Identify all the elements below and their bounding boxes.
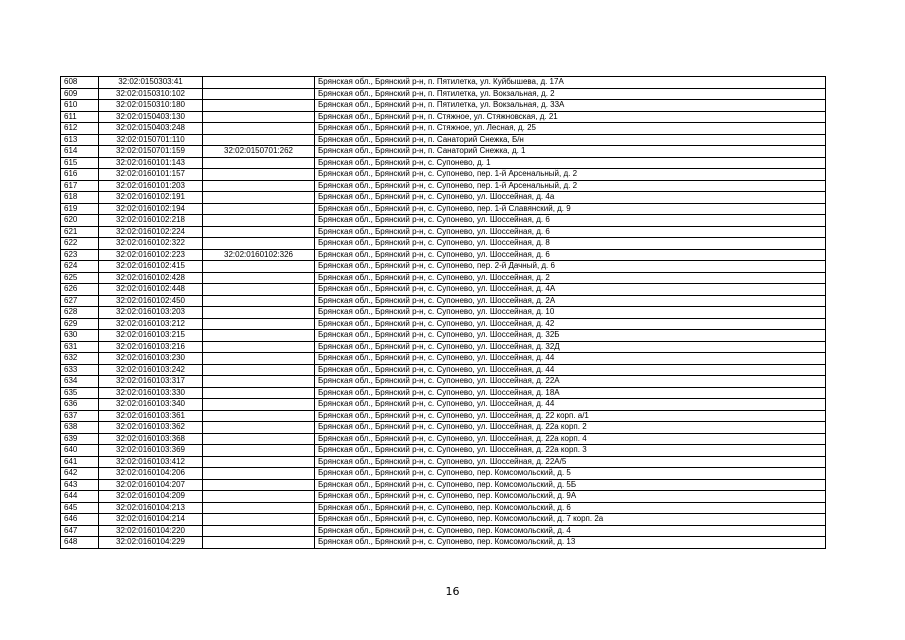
cadastral-number-cell: 32:02:0160103:212 (99, 318, 203, 330)
row-number-cell: 643 (61, 479, 99, 491)
table-row (61, 445, 826, 457)
row-number-cell: 625 (61, 272, 99, 284)
table-row (61, 284, 826, 296)
table-row (61, 537, 826, 549)
table-row (61, 433, 826, 445)
row-number-cell: 634 (61, 376, 99, 388)
row-number-cell: 629 (61, 318, 99, 330)
cadastral-number-cell: 32:02:0160103:340 (99, 399, 203, 411)
related-cadastral-number-cell (203, 468, 315, 480)
cadastral-number-cell: 32:02:0150403:248 (99, 123, 203, 135)
address-cell: Брянская обл., Брянский р-н, с. Супонево, ул. Шоссейная, д. 22А/5 (315, 456, 826, 468)
table-row (61, 295, 826, 307)
cadastral-number-cell: 32:02:0150310:102 (99, 88, 203, 100)
related-cadastral-number-cell (203, 318, 315, 330)
address-cell: Брянская обл., Брянский р-н, с. Супонево, ул. Шоссейная, д. 32Д (315, 341, 826, 353)
row-number-cell: 647 (61, 525, 99, 537)
table-row (61, 192, 826, 204)
address-cell: Брянская обл., Брянский р-н, с. Супонево, ул. Шоссейная, д. 22а корп. 3 (315, 445, 826, 457)
related-cadastral-number-cell (203, 100, 315, 112)
related-cadastral-number-cell (203, 514, 315, 526)
related-cadastral-number-cell (203, 215, 315, 227)
related-cadastral-number-cell (203, 445, 315, 457)
address-cell: Брянская обл., Брянский р-н, с. Супонево, ул. Шоссейная, д. 42 (315, 318, 826, 330)
cadastral-number-cell: 32:02:0160102:224 (99, 226, 203, 238)
related-cadastral-number-cell (203, 180, 315, 192)
table-row (61, 456, 826, 468)
address-cell: Брянская обл., Брянский р-н, с. Супонево, ул. Шоссейная, д. 44 (315, 399, 826, 411)
table-row (61, 514, 826, 526)
related-cadastral-number-cell (203, 169, 315, 181)
address-cell: Брянская обл., Брянский р-н, с. Супонево, ул. Шоссейная, д. 6 (315, 215, 826, 227)
row-number-cell: 612 (61, 123, 99, 135)
cadastral-number-cell: 32:02:0160102:448 (99, 284, 203, 296)
row-number-cell: 619 (61, 203, 99, 215)
related-cadastral-number-cell: 32:02:0160102:326 (203, 249, 315, 261)
related-cadastral-number-cell (203, 134, 315, 146)
table-row (61, 77, 826, 89)
related-cadastral-number-cell (203, 387, 315, 399)
related-cadastral-number-cell (203, 307, 315, 319)
related-cadastral-number-cell (203, 157, 315, 169)
cadastral-number-cell: 32:02:0160101:203 (99, 180, 203, 192)
address-cell: Брянская обл., Брянский р-н, п. Стяжное, ул. Стяжновская, д. 21 (315, 111, 826, 123)
related-cadastral-number-cell (203, 376, 315, 388)
address-cell: Брянская обл., Брянский р-н, с. Супонево, ул. Шоссейная, д. 2А (315, 295, 826, 307)
cadastral-number-cell: 32:02:0160103:203 (99, 307, 203, 319)
cadastral-number-cell: 32:02:0160101:143 (99, 157, 203, 169)
table-row (61, 468, 826, 480)
row-number-cell: 642 (61, 468, 99, 480)
related-cadastral-number-cell (203, 353, 315, 365)
address-cell: Брянская обл., Брянский р-н, с. Супонево, д. 1 (315, 157, 826, 169)
address-cell: Брянская обл., Брянский р-н, с. Супонево, пер. 2-й Дачный, д. 6 (315, 261, 826, 273)
related-cadastral-number-cell (203, 422, 315, 434)
table-row (61, 111, 826, 123)
cadastral-number-cell: 32:02:0160103:215 (99, 330, 203, 342)
row-number-cell: 632 (61, 353, 99, 365)
cadastral-number-cell: 32:02:0160102:218 (99, 215, 203, 227)
address-cell: Брянская обл., Брянский р-н, с. Супонево, пер. Комсомольский, д. 13 (315, 537, 826, 549)
row-number-cell: 609 (61, 88, 99, 100)
address-cell: Брянская обл., Брянский р-н, с. Супонево, ул. Шоссейная, д. 22а корп. 2 (315, 422, 826, 434)
row-number-cell: 644 (61, 491, 99, 503)
related-cadastral-number-cell (203, 111, 315, 123)
cadastral-number-cell: 32:02:0160104:207 (99, 479, 203, 491)
cadastral-number-cell: 32:02:0160103:368 (99, 433, 203, 445)
address-cell: Брянская обл., Брянский р-н, с. Супонево, ул. Шоссейная, д. 44 (315, 364, 826, 376)
table-row (61, 364, 826, 376)
table-row (61, 215, 826, 227)
table-row (61, 157, 826, 169)
related-cadastral-number-cell (203, 88, 315, 100)
table-row (61, 261, 826, 273)
cadastral-number-cell: 32:02:0150310:180 (99, 100, 203, 112)
related-cadastral-number-cell (203, 525, 315, 537)
address-cell: Брянская обл., Брянский р-н, с. Супонево, пер. Комсомольский, д. 4 (315, 525, 826, 537)
row-number-cell: 623 (61, 249, 99, 261)
address-cell: Брянская обл., Брянский р-н, с. Супонево, ул. Шоссейная, д. 4а (315, 192, 826, 204)
table-row (61, 226, 826, 238)
related-cadastral-number-cell (203, 364, 315, 376)
table-row (61, 399, 826, 411)
cadastral-number-cell: 32:02:0160102:191 (99, 192, 203, 204)
row-number-cell: 622 (61, 238, 99, 250)
cadastral-number-cell: 32:02:0160102:415 (99, 261, 203, 273)
cadastral-number-cell: 32:02:0150303:41 (99, 77, 203, 89)
related-cadastral-number-cell (203, 123, 315, 135)
cadastral-number-cell: 32:02:0160104:213 (99, 502, 203, 514)
related-cadastral-number-cell (203, 537, 315, 549)
cadastral-number-cell: 32:02:0160103:330 (99, 387, 203, 399)
row-number-cell: 641 (61, 456, 99, 468)
address-cell: Брянская обл., Брянский р-н, с. Супонево, пер. 1-й Арсенальный, д. 2 (315, 180, 826, 192)
row-number-cell: 635 (61, 387, 99, 399)
related-cadastral-number-cell (203, 479, 315, 491)
row-number-cell: 638 (61, 422, 99, 434)
cadastral-number-cell: 32:02:0160103:412 (99, 456, 203, 468)
address-cell: Брянская обл., Брянский р-н, с. Супонево, ул. Шоссейная, д. 18А (315, 387, 826, 399)
related-cadastral-number-cell (203, 399, 315, 411)
property-table (60, 76, 826, 549)
cadastral-number-cell: 32:02:0160102:322 (99, 238, 203, 250)
page-number: 16 (445, 585, 460, 598)
address-cell: Брянская обл., Брянский р-н, с. Супонево, пер. Комсомольский, д. 5Б (315, 479, 826, 491)
row-number-cell: 621 (61, 226, 99, 238)
cadastral-number-cell: 32:02:0160103:230 (99, 353, 203, 365)
table-row (61, 249, 826, 261)
cadastral-number-cell: 32:02:0160102:450 (99, 295, 203, 307)
related-cadastral-number-cell (203, 226, 315, 238)
table-row (61, 272, 826, 284)
address-cell: Брянская обл., Брянский р-н, с. Супонево, ул. Шоссейная, д. 22 корп. а/1 (315, 410, 826, 422)
address-cell: Брянская обл., Брянский р-н, п. Пятилетка, ул. Куйбышева, д. 17А (315, 77, 826, 89)
address-cell: Брянская обл., Брянский р-н, с. Супонево, ул. Шоссейная, д. 22А (315, 376, 826, 388)
cadastral-number-cell: 32:02:0160104:206 (99, 468, 203, 480)
table-row (61, 100, 826, 112)
cadastral-number-cell: 32:02:0150701:159 (99, 146, 203, 158)
address-cell: Брянская обл., Брянский р-н, п. Санаторий Снежка, д. 1 (315, 146, 826, 158)
table-row (61, 169, 826, 181)
address-cell: Брянская обл., Брянский р-н, с. Супонево, пер. Комсомольский, д. 5 (315, 468, 826, 480)
row-number-cell: 645 (61, 502, 99, 514)
cadastral-number-cell: 32:02:0160104:220 (99, 525, 203, 537)
table-row (61, 88, 826, 100)
address-cell: Брянская обл., Брянский р-н, с. Супонево, ул. Шоссейная, д. 6 (315, 249, 826, 261)
cadastral-number-cell: 32:02:0160104:209 (99, 491, 203, 503)
cadastral-number-cell: 32:02:0150701:110 (99, 134, 203, 146)
table-row (61, 134, 826, 146)
table-row (61, 318, 826, 330)
address-cell: Брянская обл., Брянский р-н, с. Супонево, ул. Шоссейная, д. 10 (315, 307, 826, 319)
table-row (61, 180, 826, 192)
table-row (61, 376, 826, 388)
related-cadastral-number-cell (203, 203, 315, 215)
row-number-cell: 628 (61, 307, 99, 319)
address-cell: Брянская обл., Брянский р-н, п. Санаторий Снежка, Б/н (315, 134, 826, 146)
table-row (61, 410, 826, 422)
address-cell: Брянская обл., Брянский р-н, п. Пятилетка, ул. Вокзальная, д. 33А (315, 100, 826, 112)
row-number-cell: 615 (61, 157, 99, 169)
table-row (61, 353, 826, 365)
address-cell: Брянская обл., Брянский р-н, с. Супонево, ул. Шоссейная, д. 2 (315, 272, 826, 284)
cadastral-number-cell: 32:02:0160101:157 (99, 169, 203, 181)
row-number-cell: 639 (61, 433, 99, 445)
row-number-cell: 646 (61, 514, 99, 526)
address-cell: Брянская обл., Брянский р-н, с. Супонево, пер. Комсомольский, д. 9А (315, 491, 826, 503)
address-cell: Брянская обл., Брянский р-н, с. Супонево, пер. 1-й Арсенальный, д. 2 (315, 169, 826, 181)
row-number-cell: 613 (61, 134, 99, 146)
cadastral-number-cell: 32:02:0160103:362 (99, 422, 203, 434)
table-row (61, 525, 826, 537)
row-number-cell: 620 (61, 215, 99, 227)
cadastral-number-cell: 32:02:0160103:216 (99, 341, 203, 353)
related-cadastral-number-cell (203, 410, 315, 422)
related-cadastral-number-cell (203, 491, 315, 503)
table-row (61, 307, 826, 319)
row-number-cell: 617 (61, 180, 99, 192)
table-row (61, 238, 826, 250)
related-cadastral-number-cell (203, 341, 315, 353)
table-row (61, 146, 826, 158)
row-number-cell: 616 (61, 169, 99, 181)
address-cell: Брянская обл., Брянский р-н, с. Супонево, ул. Шоссейная, д. 4А (315, 284, 826, 296)
row-number-cell: 624 (61, 261, 99, 273)
cadastral-number-cell: 32:02:0160104:229 (99, 537, 203, 549)
row-number-cell: 614 (61, 146, 99, 158)
cadastral-number-cell: 32:02:0160104:214 (99, 514, 203, 526)
table-row (61, 330, 826, 342)
related-cadastral-number-cell (203, 272, 315, 284)
related-cadastral-number-cell (203, 502, 315, 514)
row-number-cell: 630 (61, 330, 99, 342)
related-cadastral-number-cell (203, 192, 315, 204)
address-cell: Брянская обл., Брянский р-н, п. Стяжное, ул. Лесная, д. 25 (315, 123, 826, 135)
related-cadastral-number-cell (203, 261, 315, 273)
row-number-cell: 636 (61, 399, 99, 411)
property-table-body (61, 77, 826, 549)
row-number-cell: 648 (61, 537, 99, 549)
related-cadastral-number-cell (203, 456, 315, 468)
related-cadastral-number-cell (203, 433, 315, 445)
address-cell: Брянская обл., Брянский р-н, с. Супонево, ул. Шоссейная, д. 44 (315, 353, 826, 365)
table-row (61, 341, 826, 353)
address-cell: Брянская обл., Брянский р-н, с. Супонево, пер. 1-й Славянский, д. 9 (315, 203, 826, 215)
related-cadastral-number-cell (203, 77, 315, 89)
cadastral-number-cell: 32:02:0160103:242 (99, 364, 203, 376)
row-number-cell: 631 (61, 341, 99, 353)
row-number-cell: 618 (61, 192, 99, 204)
table-row (61, 123, 826, 135)
related-cadastral-number-cell (203, 284, 315, 296)
cadastral-number-cell: 32:02:0160103:317 (99, 376, 203, 388)
table-row (61, 203, 826, 215)
address-cell: Брянская обл., Брянский р-н, с. Супонево, ул. Шоссейная, д. 6 (315, 226, 826, 238)
cadastral-number-cell: 32:02:0160102:194 (99, 203, 203, 215)
related-cadastral-number-cell (203, 238, 315, 250)
cadastral-number-cell: 32:02:0160102:223 (99, 249, 203, 261)
row-number-cell: 608 (61, 77, 99, 89)
row-number-cell: 627 (61, 295, 99, 307)
address-cell: Брянская обл., Брянский р-н, п. Пятилетка, ул. Вокзальная, д. 2 (315, 88, 826, 100)
table-row (61, 387, 826, 399)
row-number-cell: 611 (61, 111, 99, 123)
cadastral-number-cell: 32:02:0160103:369 (99, 445, 203, 457)
cadastral-number-cell: 32:02:0160103:361 (99, 410, 203, 422)
related-cadastral-number-cell (203, 330, 315, 342)
row-number-cell: 640 (61, 445, 99, 457)
table-row (61, 479, 826, 491)
cadastral-number-cell: 32:02:0160102:428 (99, 272, 203, 284)
table-row (61, 502, 826, 514)
address-cell: Брянская обл., Брянский р-н, с. Супонево, ул. Шоссейная, д. 8 (315, 238, 826, 250)
related-cadastral-number-cell: 32:02:0150701:262 (203, 146, 315, 158)
address-cell: Брянская обл., Брянский р-н, с. Супонево, пер. Комсомольский, д. 7 корп. 2а (315, 514, 826, 526)
row-number-cell: 610 (61, 100, 99, 112)
table-row (61, 422, 826, 434)
row-number-cell: 637 (61, 410, 99, 422)
address-cell: Брянская обл., Брянский р-н, с. Супонево, ул. Шоссейная, д. 22а корп. 4 (315, 433, 826, 445)
row-number-cell: 626 (61, 284, 99, 296)
table-row (61, 491, 826, 503)
related-cadastral-number-cell (203, 295, 315, 307)
row-number-cell: 633 (61, 364, 99, 376)
address-cell: Брянская обл., Брянский р-н, с. Супонево, пер. Комсомольский, д. 6 (315, 502, 826, 514)
cadastral-number-cell: 32:02:0150403:130 (99, 111, 203, 123)
address-cell: Брянская обл., Брянский р-н, с. Супонево, ул. Шоссейная, д. 32Б (315, 330, 826, 342)
